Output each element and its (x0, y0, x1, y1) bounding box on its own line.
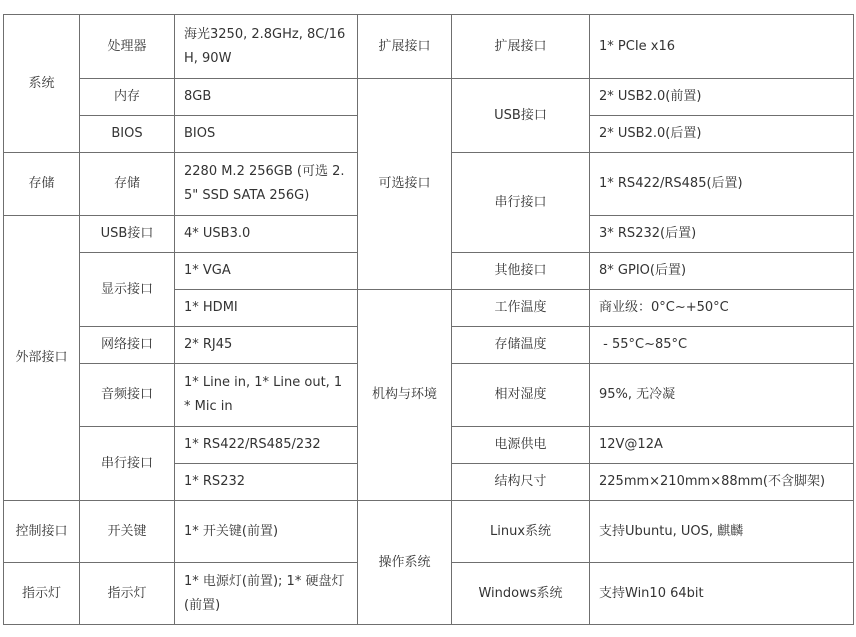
value-cell: 商业级：0°C~+50°C (590, 290, 854, 327)
item-cell: 存储 (80, 153, 175, 216)
value-cell: 1* PCIe x16 (590, 15, 854, 79)
item-cell: Windows系统 (452, 563, 590, 625)
table-row (4, 79, 854, 116)
value-cell: 1* Line in, 1* Line out, 1* Mic in (175, 364, 358, 427)
value-cell: 支持Win10 64bit (590, 563, 854, 625)
value-cell: 1* RS232 (175, 464, 358, 501)
value-cell: 2* RJ45 (175, 327, 358, 364)
item-cell: 指示灯 (80, 563, 175, 625)
item-cell: 相对湿度 (452, 364, 590, 427)
value-cell: 4* USB3.0 (175, 216, 358, 253)
value-cell: 海光3250, 2.8GHz, 8C/16H, 90W (175, 15, 358, 79)
item-cell: USB接口 (452, 79, 590, 153)
item-cell: 结构尺寸 (452, 464, 590, 501)
category-cell: 存储 (4, 153, 80, 216)
category-cell: 外部接口 (4, 216, 80, 501)
table-row (4, 15, 854, 79)
item-cell: 音频接口 (80, 364, 175, 427)
value-cell: 1* VGA (175, 253, 358, 290)
value-cell: 1* 电源灯(前置); 1* 硬盘灯(前置) (175, 563, 358, 625)
item-cell: 处理器 (80, 15, 175, 79)
item-cell: 网络接口 (80, 327, 175, 364)
item-cell: 扩展接口 (452, 15, 590, 79)
category-cell: 操作系统 (358, 501, 452, 625)
item-cell: 内存 (80, 79, 175, 116)
item-cell: 电源供电 (452, 427, 590, 464)
value-cell: 8* GPIO(后置) (590, 253, 854, 290)
value-cell: 2* USB2.0(后置) (590, 116, 854, 153)
category-cell: 扩展接口 (358, 15, 452, 79)
value-cell: 1* RS422/RS485/232 (175, 427, 358, 464)
value-cell: 支持Ubuntu, UOS, 麒麟 (590, 501, 854, 563)
table-row (4, 501, 854, 563)
item-cell: USB接口 (80, 216, 175, 253)
item-cell: 工作温度 (452, 290, 590, 327)
value-cell: 2280 M.2 256GB (可选 2.5" SSD SATA 256G) (175, 153, 358, 216)
category-cell: 可选接口 (358, 79, 452, 290)
spec-table (3, 14, 854, 625)
category-cell: 系统 (4, 15, 80, 153)
item-cell: Linux系统 (452, 501, 590, 563)
value-cell: 12V@12A (590, 427, 854, 464)
item-cell: BIOS (80, 116, 175, 153)
value-cell: 8GB (175, 79, 358, 116)
category-cell: 机构与环境 (358, 290, 452, 501)
item-cell: 串行接口 (80, 427, 175, 501)
value-cell: 3* RS232(后置) (590, 216, 854, 253)
value-cell: 1* 开关键(前置) (175, 501, 358, 563)
item-cell: 存储温度 (452, 327, 590, 364)
item-cell: 串行接口 (452, 153, 590, 253)
value-cell: 2* USB2.0(前置) (590, 79, 854, 116)
category-cell: 控制接口 (4, 501, 80, 563)
item-cell: 其他接口 (452, 253, 590, 290)
category-cell: 指示灯 (4, 563, 80, 625)
item-cell: 显示接口 (80, 253, 175, 327)
value-cell: 1* HDMI (175, 290, 358, 327)
value-cell: 1* RS422/RS485(后置) (590, 153, 854, 216)
value-cell: 95%, 无冷凝 (590, 364, 854, 427)
value-cell: BIOS (175, 116, 358, 153)
value-cell: 225mm×210mm×88mm(不含脚架) (590, 464, 854, 501)
value-cell: - 55°C~85°C (590, 327, 854, 364)
item-cell: 开关键 (80, 501, 175, 563)
